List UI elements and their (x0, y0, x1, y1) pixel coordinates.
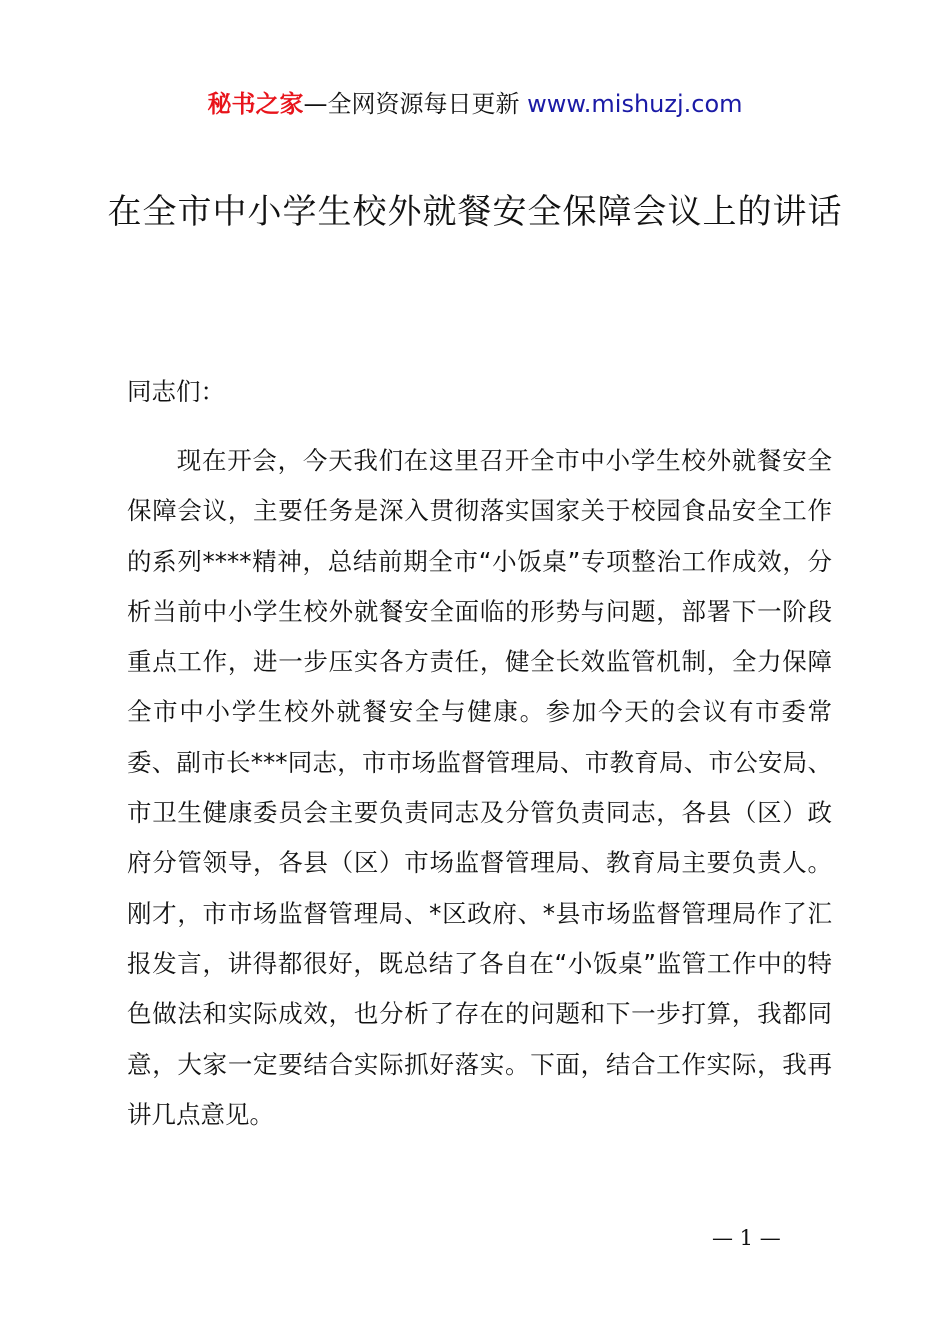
paragraph-text: 现在开会，今天我们在这里召开全市中小学生校外就餐安全保障会议，主要任务是深入贯彻落实国家关于校园食品安全工作的系列****精神，总结前期全市“小饭桌”专项整治工作成效，分析当前中小学生校外就餐安全面临的形势与问题，部署下一阶段重点工作，进一步压实各方责任，健全长效监管机制，全力保障全市中小学生校外就餐安全与健康。参加今天的会议有市委常委、副市长***同志，市市场监督管理局、市教育局、市公安局、市卫生健康委员会主要负责同志及分管负责同志，各县（区）政府分管领导，各县（区）市场监督管理局、教育局主要负责人。刚才，市市场监督管理局、*区政府、*县市场监督管理局作了汇报发言，讲得都很好，既总结了各自在“小饭桌”监管工作中的特色做法和实际成效，也分析了存在的问题和下一步打算，我都同意，大家一定要结合实际抓好落实。下面，结合工作实际，我再讲几点意见。 (127, 446, 832, 1129)
header-tagline: —全网资源每日更新 (303, 90, 528, 118)
site-header (0, 86, 950, 122)
page-number: — 1 — (712, 1226, 781, 1250)
salutation: 同志们： (127, 377, 225, 406)
brand-name: 秘书之家 (207, 90, 304, 118)
document-title: 在全市中小学生校外就餐安全保障会议上的讲话 (107, 192, 843, 232)
body-paragraph (127, 436, 832, 1140)
site-url-link[interactable]: www.mishuzj.com (527, 90, 743, 118)
